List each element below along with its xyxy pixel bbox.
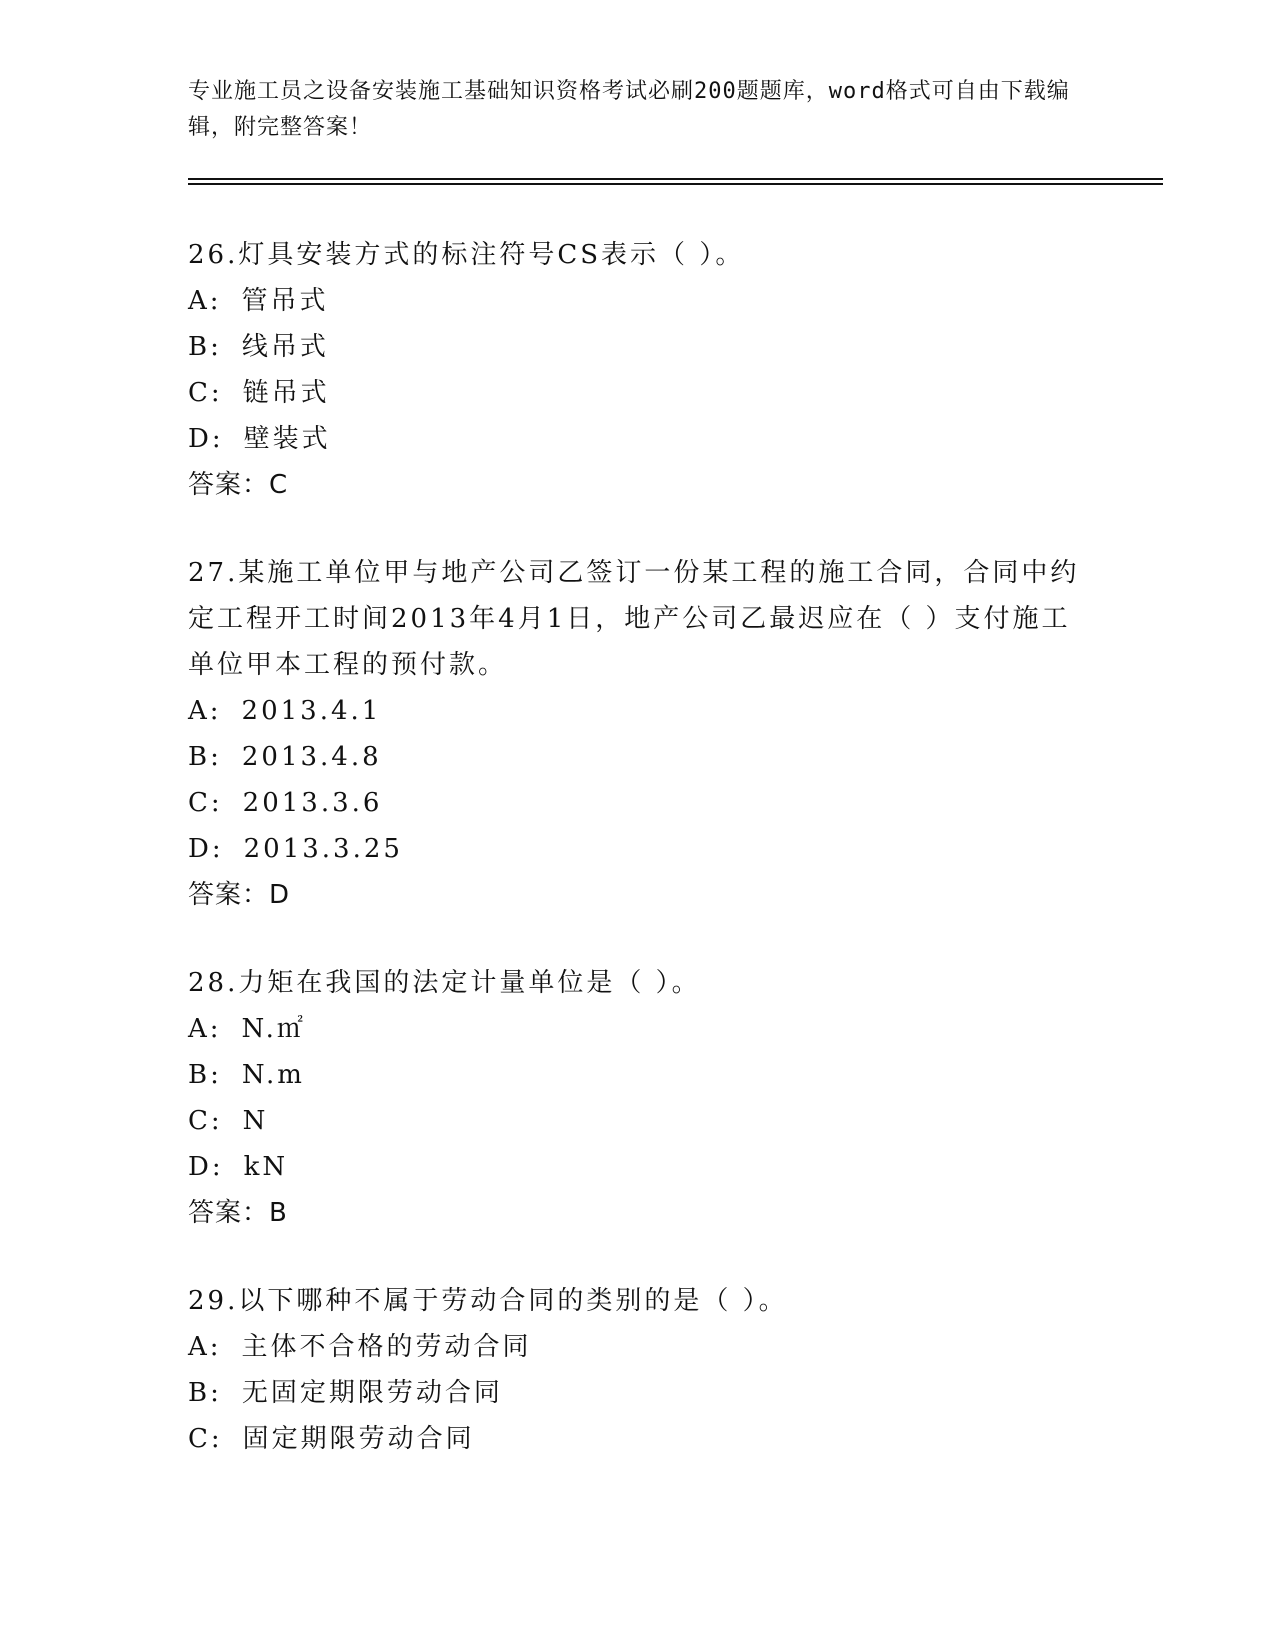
option-text: N — [242, 1106, 269, 1136]
option-c — [188, 1098, 1088, 1144]
option-letter: D: — [188, 1152, 224, 1182]
question-list — [188, 232, 1088, 1504]
question-stem: 27.某施工单位甲与地产公司乙签订一份某工程的施工合同，合同中约定工程开工时间2013年4月1日，地产公司乙最迟应在（ ）支付施工单位甲本工程的预付款。 — [188, 558, 1080, 680]
option-letter: B: — [188, 1060, 222, 1090]
option-text: N.m — [241, 1060, 305, 1090]
option-letter: A: — [188, 1014, 222, 1044]
option-letter: D: — [188, 834, 224, 864]
option-text: 链吊式 — [242, 378, 330, 408]
header-divider-top — [188, 178, 1163, 180]
question-stem: 29.以下哪种不属于劳动合同的类别的是（ ）。 — [188, 1286, 788, 1316]
option-text: 固定期限劳动合同 — [242, 1424, 475, 1454]
answer-line: 答案：C — [188, 470, 289, 500]
option-d — [188, 1144, 1088, 1190]
option-letter: A: — [188, 696, 222, 726]
option-letter: B: — [188, 332, 222, 362]
question-stem: 26.灯具安装方式的标注符号CS表示（ ）。 — [188, 240, 745, 270]
question-stem: 28.力矩在我国的法定计量单位是（ ）。 — [188, 968, 701, 998]
option-text: 管吊式 — [241, 286, 329, 316]
option-letter: C: — [188, 1424, 223, 1454]
option-b — [188, 734, 1088, 780]
question-27 — [188, 550, 1088, 918]
option-text: 2013.3.6 — [242, 788, 383, 818]
question-26 — [188, 232, 1088, 508]
option-a — [188, 278, 1088, 324]
option-letter: C: — [188, 1106, 223, 1136]
option-c — [188, 1416, 1088, 1462]
option-letter: C: — [188, 378, 223, 408]
option-c — [188, 780, 1088, 826]
option-b — [188, 1370, 1088, 1416]
header-divider-bottom — [188, 183, 1163, 185]
option-letter: B: — [188, 742, 222, 772]
option-a — [188, 688, 1088, 734]
option-text: 2013.3.25 — [243, 834, 403, 864]
option-letter: D: — [188, 424, 224, 454]
option-text: 壁装式 — [243, 424, 331, 454]
option-text: 线吊式 — [241, 332, 329, 362]
option-text: kN — [243, 1152, 289, 1182]
option-letter: B: — [188, 1378, 222, 1408]
option-d — [188, 416, 1088, 462]
question-28 — [188, 960, 1088, 1236]
question-29 — [188, 1278, 1088, 1462]
option-d — [188, 826, 1088, 872]
option-a — [188, 1006, 1088, 1052]
option-letter: C: — [188, 788, 223, 818]
option-text: N.㎡ — [241, 1014, 306, 1044]
option-b — [188, 324, 1088, 370]
answer-line: 答案：B — [188, 1198, 288, 1228]
option-text: 2013.4.8 — [241, 742, 382, 772]
answer-line: 答案：D — [188, 880, 291, 910]
option-b — [188, 1052, 1088, 1098]
option-text: 主体不合格的劳动合同 — [241, 1332, 532, 1362]
option-c — [188, 370, 1088, 416]
option-text: 2013.4.1 — [241, 696, 382, 726]
option-letter: A: — [188, 286, 222, 316]
option-a — [188, 1324, 1088, 1370]
document-header: 专业施工员之设备安装施工基础知识资格考试必刷200题题库，word格式可自由下载编辑，附完整答案！ — [188, 79, 1070, 140]
option-letter: A: — [188, 1332, 222, 1362]
option-text: 无固定期限劳动合同 — [241, 1378, 503, 1408]
